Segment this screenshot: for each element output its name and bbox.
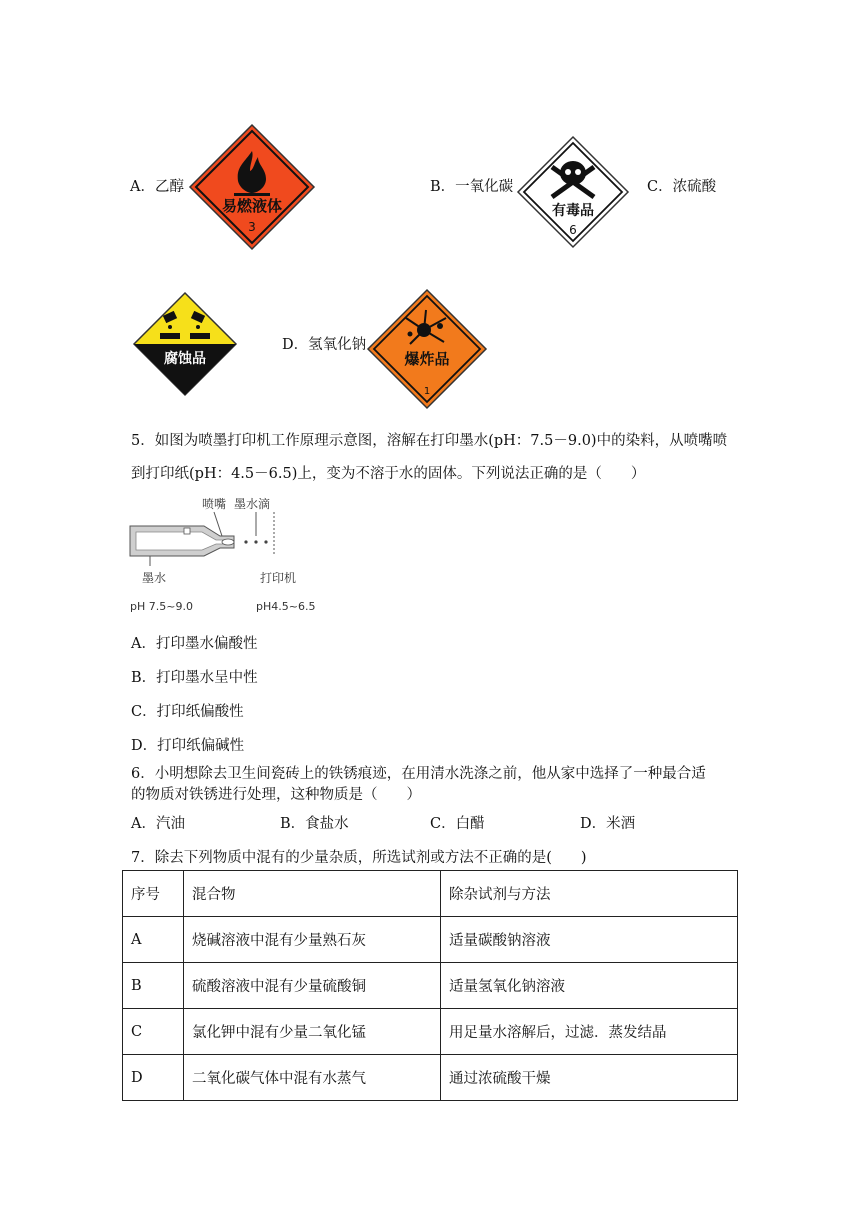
q7-stem: 7．除去下列物质中混有的少量杂质，所选试剂或方法不正确的是( ) [131, 850, 587, 866]
sign-text: 爆炸品 [404, 350, 450, 368]
row-id: D [123, 1055, 184, 1101]
row-mixture: 硫酸溶液中混有少量硫酸铜 [184, 963, 441, 1009]
q7-table [122, 870, 738, 1101]
q4-option-a-label: A．乙醇 [130, 179, 184, 195]
toxic-sign [516, 135, 630, 249]
header-cell-method: 除杂试剂与方法 [441, 871, 738, 917]
row-method: 适量氢氧化钠溶液 [441, 963, 738, 1009]
q5-stem-line1: 5．如图为喷墨打印机工作原理示意图，溶解在打印墨水(pH：7.5－9.0)中的染料，从喷嘴喷 [131, 433, 728, 449]
inkjet-printer-diagram [128, 492, 328, 616]
sign-text: 有毒品 [552, 203, 594, 219]
sign-text: 易燃液体 [221, 197, 283, 215]
row-method: 用足量水溶解后，过滤．蒸发结晶 [441, 1009, 738, 1055]
q4-option-c-label: C．浓硫酸 [647, 179, 717, 195]
ink-label: 墨水 [142, 571, 167, 585]
q5-option-c: C．打印纸偏酸性 [131, 704, 244, 720]
q6-option-d: D．米酒 [580, 816, 636, 832]
row-mixture: 氯化钾中混有少量二氧化锰 [184, 1009, 441, 1055]
q6-option-c: C．白醋 [430, 816, 485, 832]
row-id: C [123, 1009, 184, 1055]
ink-ph-label: pH 7.5~9.0 [130, 600, 193, 613]
explosive-sign [366, 288, 488, 410]
q6-stem-line1: 6．小明想除去卫生间瓷砖上的铁锈痕迹，在用清水洗涤之前，他从家中选择了一种最合适 [131, 766, 706, 782]
table-row [123, 1055, 738, 1101]
corrosive-sign [132, 291, 238, 397]
flammable-liquid-sign [188, 123, 316, 251]
printer-label: 打印机 [260, 571, 297, 585]
q5-stem-line2: 到打印纸(pH：4.5－6.5)上，变为不溶于水的固体。下列说法正确的是（ ） [131, 466, 646, 482]
table-row [123, 1009, 738, 1055]
q4-option-b-label: B．一氧化碳 [430, 179, 514, 195]
q6-stem-line2: 的物质对铁锈进行处理，这种物质是（ ） [131, 787, 421, 803]
sign-number: 6 [569, 223, 577, 237]
row-mixture: 烧碱溶液中混有少量熟石灰 [184, 917, 441, 963]
q6-option-a: A．汽油 [131, 816, 185, 832]
row-id: B [123, 963, 184, 1009]
table-row [123, 963, 738, 1009]
nozzle-label: 喷嘴 [202, 497, 227, 511]
ink-drop-label: 墨水滴 [234, 497, 271, 511]
q6-option-b: B．食盐水 [280, 816, 349, 832]
sign-text: 腐蚀品 [164, 351, 206, 367]
row-id: A [123, 917, 184, 963]
header-cell-number: 序号 [123, 871, 184, 917]
table-row [123, 917, 738, 963]
paper-ph-label: pH4.5~6.5 [256, 600, 316, 613]
row-method: 适量碳酸钠溶液 [441, 917, 738, 963]
header-cell-mixture: 混合物 [184, 871, 441, 917]
row-method: 通过浓硫酸干燥 [441, 1055, 738, 1101]
q5-option-b: B．打印墨水呈中性 [131, 670, 258, 686]
q5-option-a: A．打印墨水偏酸性 [131, 636, 258, 652]
table-header-row [123, 871, 738, 917]
q4-option-d-label: D．氢氧化钠 [282, 337, 367, 353]
sign-number: 1 [423, 386, 431, 397]
sign-number: 3 [248, 220, 256, 234]
q5-option-d: D．打印纸偏碱性 [131, 738, 245, 754]
row-mixture: 二氧化碳气体中混有水蒸气 [184, 1055, 441, 1101]
